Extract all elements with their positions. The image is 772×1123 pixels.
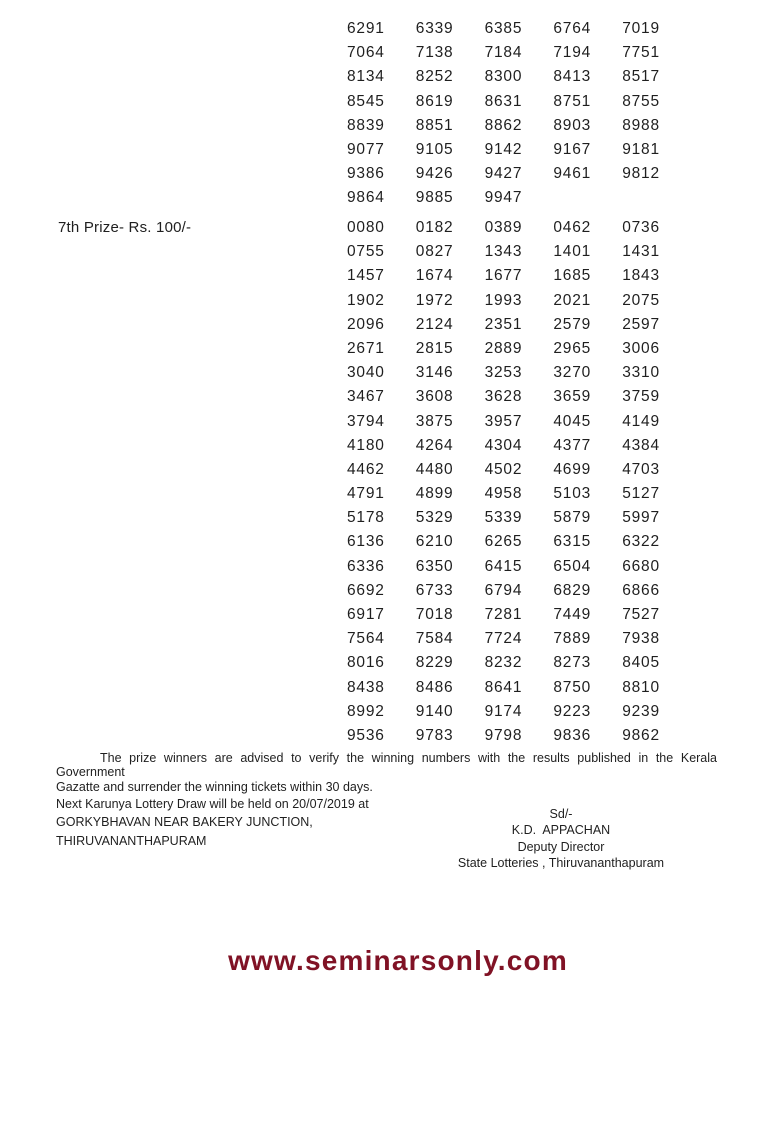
seventh-prize-number: 4699 <box>553 460 592 478</box>
seventh-prize-number: 4377 <box>553 436 592 454</box>
signature-block <box>435 806 687 871</box>
seventh-prize-number: 4304 <box>484 436 523 454</box>
seventh-prize-number: 8405 <box>622 654 660 672</box>
next-draw-line: THIRUVANANTHAPURAM <box>56 833 207 848</box>
seventh-prize-number: 3040 <box>347 364 385 382</box>
prize-number: 9142 <box>484 140 523 158</box>
seventh-prize-number: 2351 <box>484 315 523 333</box>
seventh-prize-number: 4502 <box>484 460 523 478</box>
seventh-prize-number: 4045 <box>553 412 592 430</box>
seventh-prize-number: 2597 <box>622 315 660 333</box>
seventh-prize-number: 2096 <box>347 315 385 333</box>
seventh-prize-number: 6210 <box>415 533 454 551</box>
seventh-prize-number: 1902 <box>347 291 385 309</box>
seventh-prize-number: 7018 <box>415 606 454 623</box>
seventh-prize-number: 0736 <box>622 219 660 236</box>
seventh-prize-number: 8273 <box>553 654 592 672</box>
seventh-prize-number: 5103 <box>553 485 592 503</box>
seventh-prize-number: 8486 <box>415 678 454 696</box>
prize-number: 7194 <box>553 44 592 62</box>
seventh-prize-number: 8750 <box>553 678 592 696</box>
prize-number: 8755 <box>622 92 660 110</box>
seventh-prize-number: 6733 <box>415 581 454 599</box>
prize-number: 8300 <box>484 68 523 86</box>
prize-number: 9181 <box>622 140 660 158</box>
seventh-prize-number: 6136 <box>347 533 385 551</box>
seventh-prize-number: 6794 <box>484 581 523 599</box>
seventh-prize-number: 4264 <box>415 436 454 454</box>
prize-number: 9427 <box>484 165 523 183</box>
seventh-prize-number: 6315 <box>553 533 592 551</box>
prize-numbers-grid-continued <box>347 17 691 211</box>
advisory-note <box>56 751 717 794</box>
seventh-prize-number: 9862 <box>622 726 660 744</box>
seventh-prize-number: 2815 <box>415 339 454 357</box>
signature-line: State Lotteries , Thiruvananthapuram <box>457 855 665 870</box>
seventh-prize-number: 0182 <box>415 219 454 236</box>
seventh-prize-number: 0827 <box>415 243 454 261</box>
website-link: www.seminarsonly.com <box>228 945 568 976</box>
seventh-prize-number: 6350 <box>415 557 454 575</box>
prize-number: 8851 <box>415 116 454 134</box>
seventh-prize-number: 7527 <box>622 606 660 623</box>
seventh-prize-number: 5329 <box>415 509 454 527</box>
prize-number: 8988 <box>622 116 660 134</box>
prize-number: 7751 <box>622 44 660 62</box>
prize-number: 8545 <box>347 92 385 110</box>
seventh-prize-number: 8016 <box>347 654 385 672</box>
seventh-prize-number: 1993 <box>484 291 523 309</box>
seventh-prize-number: 6322 <box>622 533 660 551</box>
prize-number: 6764 <box>553 20 592 37</box>
prize-number: 8862 <box>484 116 523 134</box>
seventh-prize-number: 8810 <box>622 678 660 696</box>
prize-number: 9947 <box>484 189 523 207</box>
signature-line: Deputy Director <box>517 839 605 854</box>
prize-number: 8413 <box>553 68 592 86</box>
signature-line: K.D. APPACHAN <box>511 823 611 838</box>
seventh-prize-number: 1431 <box>622 243 660 261</box>
prize-number: 9885 <box>415 189 454 207</box>
prize-number: 7064 <box>347 44 385 62</box>
seventh-prize-number: 5339 <box>484 509 523 527</box>
next-draw-line: Next Karunya Lottery Draw will be held on 20/07/2019 at <box>56 797 369 811</box>
prize-number: 8751 <box>553 92 592 110</box>
seventh-prize-numbers-grid <box>347 216 691 748</box>
seventh-prize-number: 7938 <box>622 630 660 648</box>
seventh-prize-number: 9174 <box>484 702 523 720</box>
seventh-prize-number: 3310 <box>622 364 660 382</box>
seventh-prize-number: 3006 <box>622 339 660 357</box>
seventh-prize-number: 3253 <box>484 364 523 382</box>
prize-number: 9812 <box>622 165 660 183</box>
seventh-prize-number: 9239 <box>622 702 660 720</box>
prize-number: 8134 <box>347 68 385 86</box>
seventh-prize-number: 1972 <box>415 291 454 309</box>
seventh-prize-number: 3146 <box>415 364 454 382</box>
prize-number: 9077 <box>347 140 385 158</box>
seventh-prize-number: 5879 <box>553 509 592 527</box>
seventh-prize-number: 7281 <box>484 606 523 623</box>
prize-number: 9461 <box>553 165 592 183</box>
seventh-prize-number: 1674 <box>415 267 454 285</box>
next-draw-info <box>56 795 369 850</box>
seventh-prize-number: 6866 <box>622 581 660 599</box>
prize-number: 7138 <box>415 44 454 62</box>
seventh-prize-number: 4462 <box>347 460 385 478</box>
seventh-prize-number: 3957 <box>484 412 523 430</box>
seventh-prize-number: 6504 <box>553 557 592 575</box>
prize-number: 8839 <box>347 116 385 134</box>
seventh-prize-number: 4480 <box>415 460 454 478</box>
seventh-prize-number: 9140 <box>415 702 454 720</box>
seventh-prize-number: 2021 <box>553 291 592 309</box>
seventh-prize-number: 0462 <box>553 219 592 236</box>
advisory-line-2: Gazatte and surrender the winning tickets within 30 days. <box>56 779 373 794</box>
seventh-prize-number: 6336 <box>347 557 385 575</box>
seventh-prize-number: 9798 <box>484 726 523 744</box>
seventh-prize-number: 8641 <box>484 678 523 696</box>
seventh-prize-number: 5997 <box>622 509 660 527</box>
seventh-prize-number: 7564 <box>347 630 385 648</box>
seventh-prize-number: 2965 <box>553 339 592 357</box>
seventh-prize-number: 8229 <box>415 654 454 672</box>
advisory-line-1: The prize winners are advised to verify the winning numbers with the results published in the Kerala Government <box>56 751 717 780</box>
seventh-prize-number: 0755 <box>347 243 385 261</box>
seventh-prize-number: 9223 <box>553 702 592 720</box>
seventh-prize-number: 3608 <box>415 388 454 406</box>
prize-number: 9105 <box>415 140 454 158</box>
seventh-prize-number: 1843 <box>622 267 660 285</box>
seventh-prize-number: 8992 <box>347 702 385 720</box>
prize-number: 8903 <box>553 116 592 134</box>
prize-number: 9167 <box>553 140 592 158</box>
seventh-prize-number: 4899 <box>415 485 454 503</box>
prize-number: 7019 <box>622 20 660 37</box>
prize-number: 8619 <box>415 92 454 110</box>
seventh-prize-number: 0080 <box>347 219 385 236</box>
seventh-prize-label: 7th Prize- Rs. 100/- <box>58 219 192 236</box>
seventh-prize-number: 9783 <box>415 726 454 744</box>
seventh-prize-number: 7584 <box>415 630 454 648</box>
seventh-prize-number: 8232 <box>484 654 523 672</box>
seventh-prize-number: 6692 <box>347 581 385 599</box>
seventh-prize-number: 7449 <box>553 606 592 623</box>
seventh-prize-number: 3659 <box>553 388 592 406</box>
seventh-prize-number: 9836 <box>553 726 592 744</box>
seventh-prize-number: 3794 <box>347 412 385 430</box>
seventh-prize-number: 4180 <box>347 436 385 454</box>
prize-number: 8631 <box>484 92 523 110</box>
seventh-prize-number: 9536 <box>347 726 385 744</box>
seventh-prize-number: 3467 <box>347 388 385 406</box>
prize-number: 8517 <box>622 68 660 86</box>
seventh-prize-number: 5127 <box>622 485 660 503</box>
seventh-prize-number: 6415 <box>484 557 523 575</box>
prize-number: 9426 <box>415 165 454 183</box>
seventh-prize-number: 1677 <box>484 267 523 285</box>
seventh-prize-number: 3759 <box>622 388 660 406</box>
seventh-prize-number: 7724 <box>484 630 523 648</box>
seventh-prize-number: 1343 <box>484 243 523 261</box>
seventh-prize-number: 0389 <box>484 219 523 236</box>
next-draw-line: GORKYBHAVAN NEAR BAKERY JUNCTION, <box>56 815 313 830</box>
seventh-prize-number: 6917 <box>347 606 385 623</box>
seventh-prize-number: 2124 <box>415 315 454 333</box>
seventh-prize-number: 4958 <box>484 485 523 503</box>
seventh-prize-number: 1457 <box>347 267 385 285</box>
seventh-prize-number: 8438 <box>347 678 385 696</box>
seventh-prize-number: 1401 <box>553 243 592 261</box>
seventh-prize-number: 7889 <box>553 630 592 648</box>
seventh-prize-number: 6829 <box>553 581 592 599</box>
seventh-prize-number: 2889 <box>484 339 523 357</box>
prize-number: 6339 <box>415 20 454 37</box>
prize-number: 9386 <box>347 165 385 183</box>
seventh-prize-number: 3875 <box>415 412 454 430</box>
prize-number: 6291 <box>347 20 385 37</box>
seventh-prize-number: 2579 <box>553 315 592 333</box>
seventh-prize-number: 6265 <box>484 533 523 551</box>
seventh-prize-number: 4703 <box>622 460 660 478</box>
seventh-prize-number: 4791 <box>347 485 385 503</box>
seventh-prize-number: 5178 <box>347 509 385 527</box>
signature-line: Sd/- <box>549 807 573 821</box>
seventh-prize-number: 3270 <box>553 364 592 382</box>
prize-number: 7184 <box>484 44 523 62</box>
seventh-prize-number: 6680 <box>622 557 660 575</box>
seventh-prize-number: 4149 <box>622 412 660 430</box>
prize-number: 6385 <box>484 20 523 37</box>
prize-number: 9864 <box>347 189 385 207</box>
seventh-prize-number: 2671 <box>347 339 385 357</box>
seventh-prize-number: 2075 <box>622 291 660 309</box>
prize-number: 8252 <box>415 68 454 86</box>
seventh-prize-number: 1685 <box>553 267 592 285</box>
seventh-prize-number: 3628 <box>484 388 523 406</box>
seventh-prize-number: 4384 <box>622 436 660 454</box>
